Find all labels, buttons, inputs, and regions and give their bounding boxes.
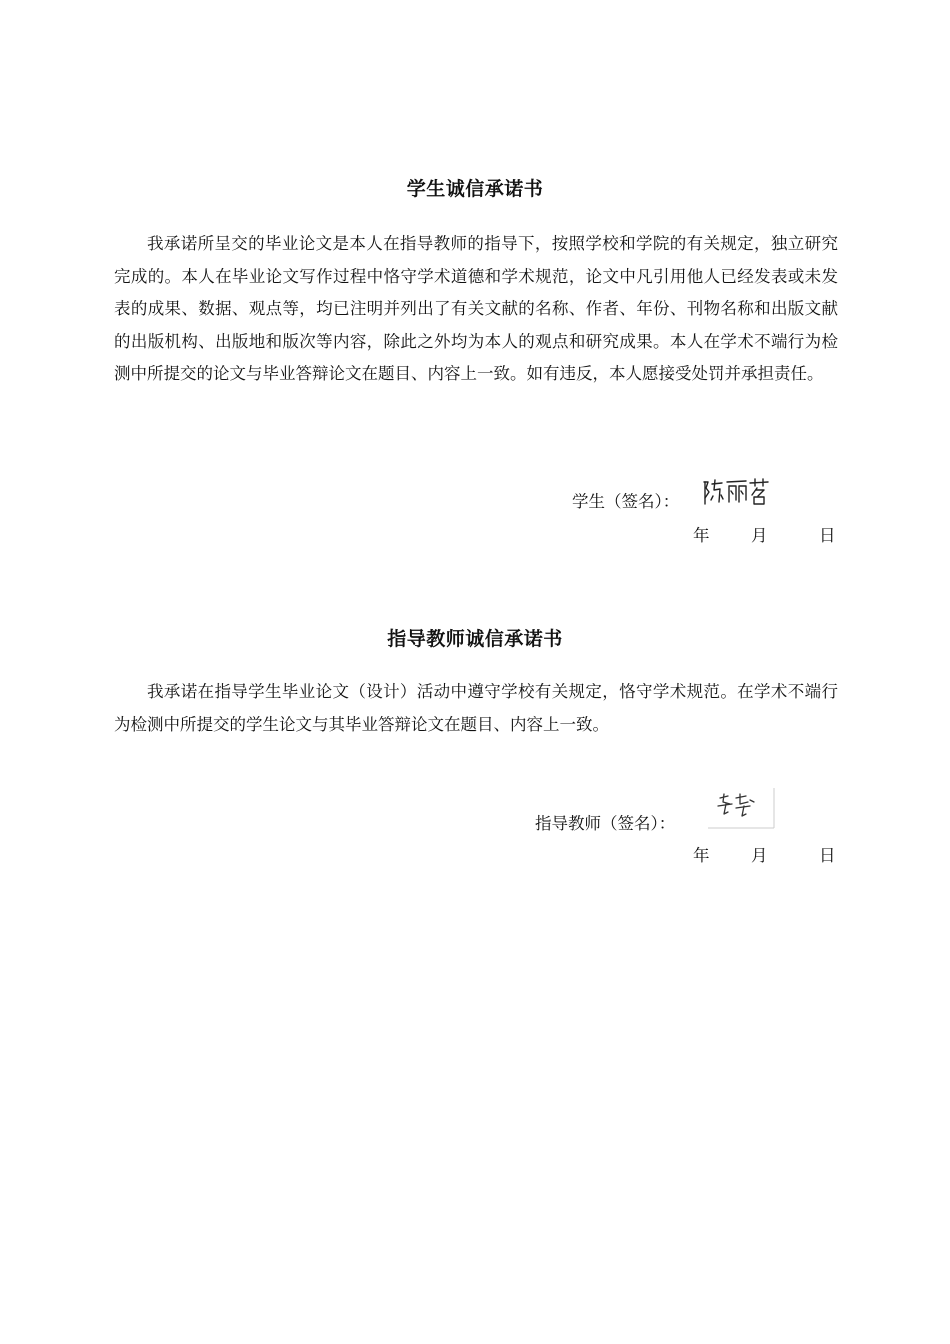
teacher-pledge-title: 指导教师诚信承诺书 bbox=[387, 628, 563, 650]
student-date-day: 日 bbox=[819, 526, 836, 545]
student-date-month: 月 bbox=[751, 526, 768, 545]
student-signature-line bbox=[572, 488, 679, 512]
student-date-year: 年 bbox=[693, 526, 710, 545]
teacher-date-day: 日 bbox=[819, 846, 836, 865]
student-handwritten-signature bbox=[700, 474, 772, 510]
teacher-pledge-paragraph: 我承诺在指导学生毕业论文（设计）活动中遵守学校有关规定，恪守学术规范。在学术不端行为检测中所提交的学生论文与其毕业答辩论文在题目、内容上一致。 bbox=[114, 682, 838, 734]
teacher-signature-line bbox=[535, 810, 675, 834]
student-pledge-paragraph: 我承诺所呈交的毕业论文是本人在指导教师的指导下，按照学校和学院的有关规定，独立研究完成的。本人在毕业论文写作过程中恪守学术道德和学术规范，论文中凡引用他人已经发表或未发表的成果、数据、观点等，均已注明并列出了有关文献的名称、作者、年份、刊物名称和出版文献的出版机构、出版地和版次等内容，除此之外均为本人的观点和研究成果。本人在学术不端行为检测中所提交的论文与毕业答辩论文在题目、内容上一致。如有违反，本人愿接受处罚并承担责任。 bbox=[114, 234, 838, 383]
teacher-date-month: 月 bbox=[751, 846, 768, 865]
teacher-date-year: 年 bbox=[693, 846, 710, 865]
teacher-handwritten-signature bbox=[706, 786, 778, 832]
student-pledge-title: 学生诚信承诺书 bbox=[406, 178, 544, 200]
teacher-signature-label: 指导教师（签名）： bbox=[535, 814, 676, 833]
student-signature-label: 学生（签名）： bbox=[572, 492, 680, 511]
